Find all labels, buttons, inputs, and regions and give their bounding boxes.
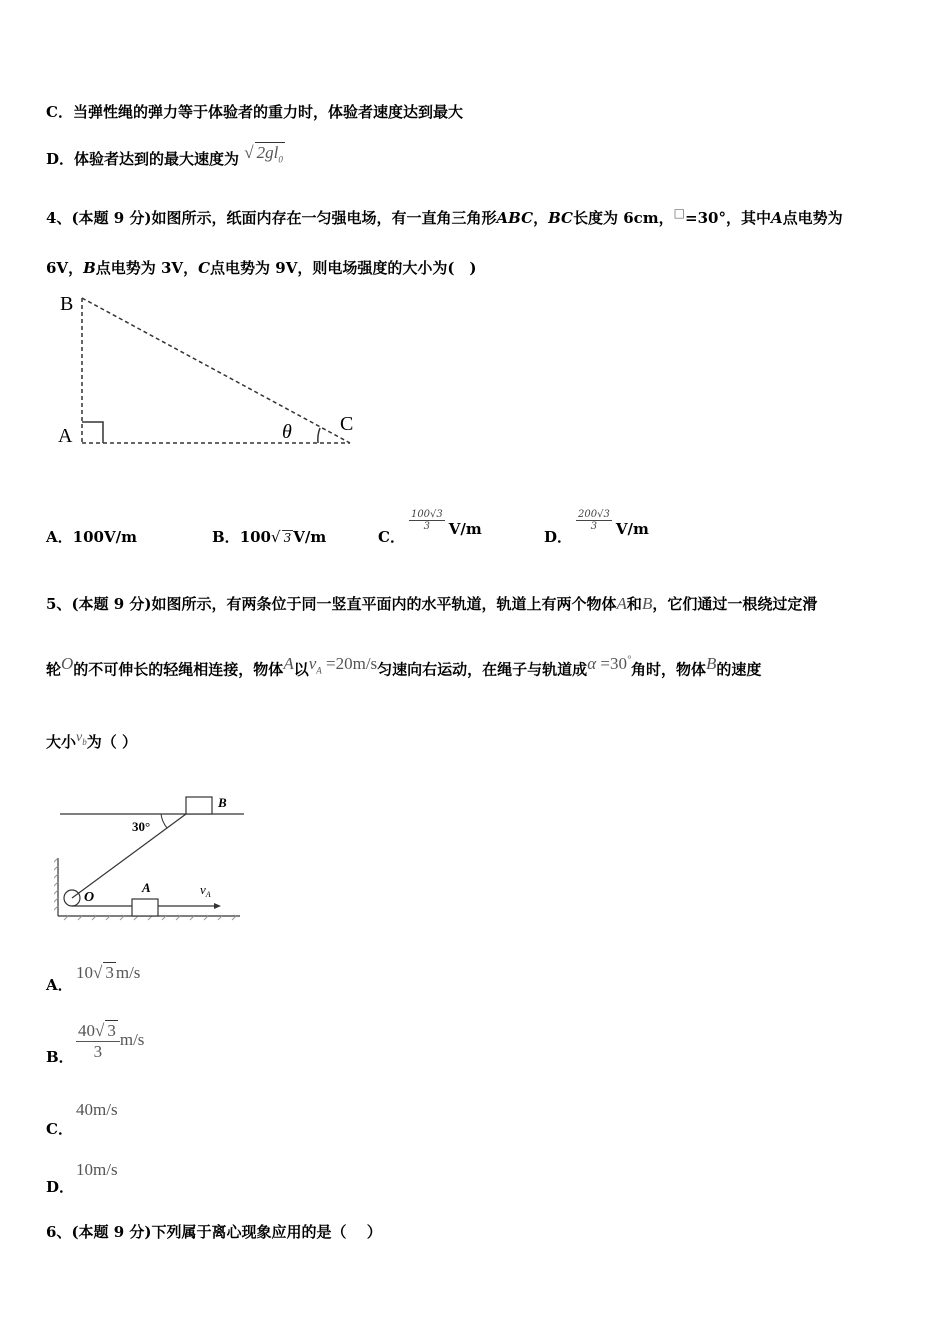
q3-option-d-math: √ $2gl_0$ xyxy=(244,143,285,162)
right-angle-icon xyxy=(82,422,103,443)
q5-pulley-figure xyxy=(54,788,249,928)
q5-stem-line3: 大小$v_b$为（ ） xyxy=(46,730,137,751)
q5-option-d-value: 10m/s xyxy=(76,1160,118,1179)
fig-label-a: A xyxy=(58,425,73,447)
q3-option-c-label: C． xyxy=(46,103,73,121)
q3-option-c xyxy=(46,102,463,122)
q3-option-d-text: 体验者达到的最大速度为 xyxy=(74,150,240,168)
fig-label-b: B xyxy=(60,293,74,315)
rope-slant xyxy=(72,814,186,898)
block-a xyxy=(132,899,158,916)
angle-arc-icon xyxy=(161,814,167,828)
q5-option-b-label: B． xyxy=(46,1048,74,1066)
fig-label-theta: θ xyxy=(282,421,292,443)
q4-stem-line2: 6V，B点电势为 3V，C点电势为 9V，则电场强度的大小为( ) xyxy=(46,259,477,277)
triangle-side-bc xyxy=(82,298,350,443)
q3-option-c-text: 当弹性绳的弹力等于体验者的重力时，体验者速度达到最大 xyxy=(72,103,463,121)
fig-label-b: B xyxy=(218,795,227,810)
q4-option-a: A．100V/m xyxy=(46,528,137,546)
q4-option-d: D． $\frac{200√3}{3}$ V/m xyxy=(544,508,649,546)
q5-option-a-value: 10√ 3 m/s xyxy=(76,963,141,982)
q5-stem-line2: 轮O的不可伸长的轻绳相连接，物体A以$v_A =20m/s$匀速向右运动，在绳子与轨道成α =30°角时，物体B的速度 xyxy=(46,653,762,679)
q3-option-d xyxy=(46,143,285,175)
q4-stem-line1: 4、(本题 9 分)如图所示，纸面内存在一匀强电场，有一直角三角形ABC，BC长度为 6cm，□=30°，其中A点电势为 xyxy=(46,206,843,227)
q4-option-b: B．100√ 3 V/m xyxy=(212,528,327,546)
arrow-head-icon xyxy=(214,903,221,909)
q5-option-c-value: 40m/s xyxy=(76,1100,118,1119)
q5-option-b-value: $\frac{40√ 3}{3}$ m/s xyxy=(78,1021,145,1061)
q4-triangle-figure xyxy=(50,288,370,458)
q5-option-d-label: D． xyxy=(46,1178,75,1196)
fig-angle-label: 30° xyxy=(132,819,151,834)
fig-label-a: A xyxy=(142,880,151,895)
q4-option-c: C． $\frac{100√3}{3}$ V/m xyxy=(378,508,482,546)
fig-label-o: O xyxy=(84,890,95,905)
q5-option-a-label: A． xyxy=(46,976,73,994)
q6-stem: 6、(本题 9 分)下列属于离心现象应用的是（ ） xyxy=(46,1223,382,1241)
q5-stem-line1: 5、(本题 9 分)如图所示，有两条位于同一竖直平面内的水平轨道，轨道上有两个物体A和B，它们通过一根绕过定滑 xyxy=(46,594,818,613)
q5-option-c-label: C． xyxy=(46,1120,73,1138)
q3-option-d-label: D． xyxy=(46,150,75,168)
block-b xyxy=(186,797,212,814)
theta-placeholder-icon: □ xyxy=(673,206,686,220)
angle-arc-icon xyxy=(318,428,320,443)
fig-label-va: $v_A$ xyxy=(200,882,211,899)
fig-label-c: C xyxy=(340,413,354,435)
